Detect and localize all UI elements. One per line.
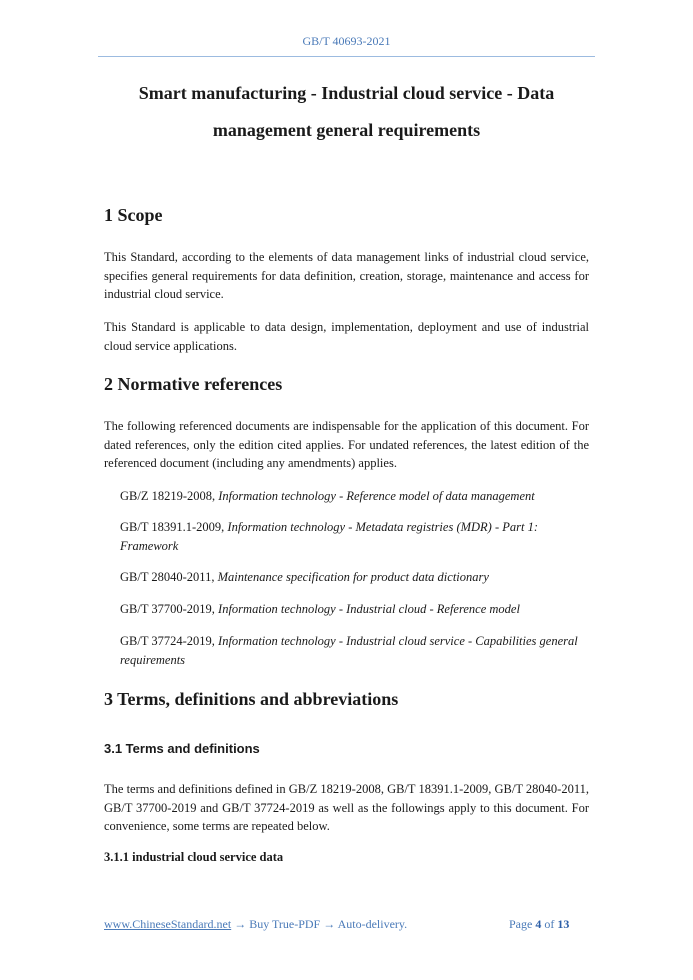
reference-code: GB/Z 18219-2008,	[120, 489, 216, 503]
page-total: 13	[557, 917, 570, 931]
document-title-line2: management general requirements	[212, 120, 481, 140]
of-label: of	[544, 917, 555, 931]
terms-paragraph: The terms and definitions defined in GB/Z 18219-2008, GB/T 18391.1-2009, GB/T 28040-2011, GB/T 37700-2019 and GB/T 37724-2019 as well as the followings apply to this document. For convenience, some terms are repeated below.	[104, 782, 589, 833]
footer-links	[104, 917, 407, 932]
reference-code: GB/T 37700-2019,	[120, 602, 215, 616]
term-3-1-1-heading: 3.1.1 industrial cloud service data	[104, 850, 284, 864]
reference-code: GB/T 18391.1-2009,	[120, 520, 225, 534]
reference-title: Information technology - Reference model of data management	[218, 489, 535, 503]
arrow-icon: →	[323, 917, 336, 931]
header-standard-code: GB/T 40693-2021	[302, 34, 391, 48]
footer-buy-link[interactable]: Buy True-PDF	[249, 917, 321, 931]
page-indicator	[509, 917, 569, 932]
section-2-heading: 2 Normative references	[104, 374, 283, 394]
page-label: Page	[509, 917, 533, 931]
reference-title: Maintenance specification for product data dictionary	[217, 570, 489, 584]
reference-item	[120, 518, 589, 555]
normative-paragraph: The following referenced documents are indispensable for the application of this document. For dated references, only the edition cited applies. For undated references, the latest edition of the referenced document (including any amendments) applies.	[104, 419, 589, 470]
scope-paragraph-2: This Standard is applicable to data design, implementation, deployment and use of industrial cloud service applications.	[104, 320, 589, 353]
arrow-icon: →	[234, 917, 247, 931]
reference-code: GB/T 28040-2011,	[120, 570, 215, 584]
subsection-3-1-heading: 3.1 Terms and definitions	[104, 741, 260, 756]
reference-item	[120, 632, 589, 669]
reference-title: Information technology - Metadata registries (MDR) - Part 1: Framework	[120, 520, 539, 553]
section-1-heading: 1 Scope	[104, 205, 163, 225]
header-divider	[98, 56, 595, 57]
reference-code: GB/T 37724-2019,	[120, 634, 215, 648]
reference-title: Information technology - Industrial cloud - Reference model	[218, 602, 520, 616]
reference-item	[120, 568, 589, 587]
page-number: 4	[535, 917, 542, 931]
reference-item	[120, 487, 589, 506]
footer-delivery-text: Auto-delivery.	[337, 917, 408, 931]
reference-title: Information technology - Industrial cloud service - Capabilities general requirements	[120, 634, 578, 667]
document-title-line1: Smart manufacturing - Industrial cloud service - Data	[138, 83, 555, 103]
scope-paragraph-1: This Standard, according to the elements of data management links of industrial cloud service, specifies general requirements for data definition, creation, storage, maintenance and access for industrial cloud service.	[104, 250, 589, 301]
section-3-heading: 3 Terms, definitions and abbreviations	[104, 689, 399, 709]
footer-site-link[interactable]: www.ChineseStandard.net	[104, 917, 232, 931]
reference-item	[120, 600, 589, 619]
